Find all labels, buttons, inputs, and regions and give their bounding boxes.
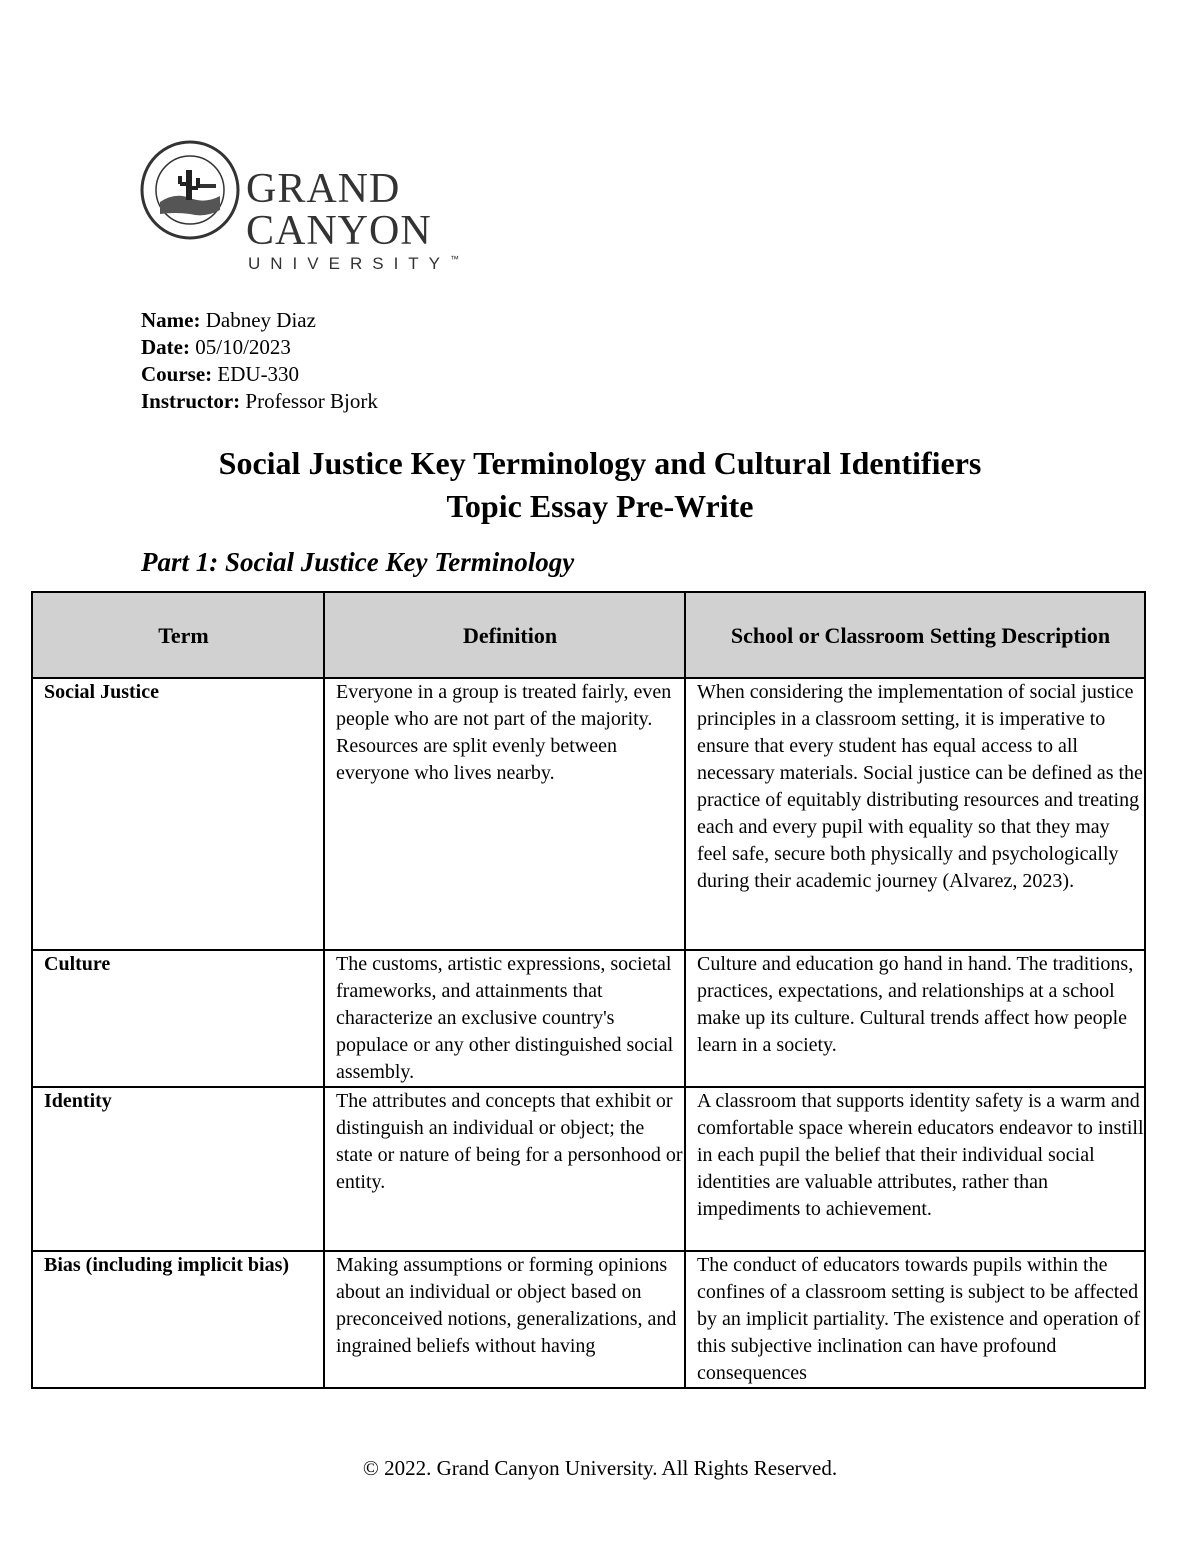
header-term: Term — [32, 592, 324, 678]
date-line — [141, 334, 378, 361]
term-cell: Bias (including implicit bias) — [32, 1251, 324, 1388]
definition-cell: The attributes and concepts that exhibit or distinguish an individual or object; the state or nature of being for a personhood or entity. — [324, 1087, 685, 1251]
description-cell: Culture and education go hand in hand. The traditions, practices, expectations, and relationships at a school make up its culture. Cultural trends affect how people learn in a society. — [685, 950, 1145, 1087]
table-row — [32, 678, 1145, 950]
course-label: Course: — [141, 362, 213, 386]
header-description: School or Classroom Setting Description — [685, 592, 1145, 678]
description-cell: A classroom that supports identity safety is a warm and comfortable space wherein educators endeavor to instill in each pupil the belief that their individual social identities are valuable attributes, rather than impediments to achievement. — [685, 1087, 1145, 1251]
university-seal-icon — [140, 140, 240, 240]
name-value: Dabney Diaz — [205, 308, 316, 332]
university-logo — [140, 140, 580, 273]
header-definition: Definition — [324, 592, 685, 678]
document-title: Social Justice Key Terminology and Cultural Identifiers — [218, 445, 982, 481]
wordmark-line1: GRAND CANYON — [246, 166, 432, 254]
table-row — [32, 1251, 1145, 1388]
terminology-table — [31, 591, 1146, 1389]
name-label: Name: — [141, 308, 201, 332]
date-label: Date: — [141, 335, 190, 359]
definition-cell: Everyone in a group is treated fairly, even people who are not part of the majority. Resources are split evenly between everyone who lives nearby. — [324, 678, 685, 950]
student-info — [141, 307, 378, 415]
wordmark-line2: UNIVERSITY™ — [248, 254, 460, 273]
course-value: EDU-330 — [217, 362, 300, 386]
description-cell: The conduct of educators towards pupils within the confines of a classroom setting is subject to be affected by an implicit partiality. The existence and operation of this subjective inclination can have profound consequences — [685, 1251, 1145, 1388]
date-value: 05/10/2023 — [195, 335, 291, 359]
course-line — [141, 361, 378, 388]
table-row — [32, 950, 1145, 1087]
description-cell: When considering the implementation of social justice principles in a classroom setting, it is imperative to ensure that every student has equal access to all necessary materials. Social justice can be defined as the practice of equitably distributing resources and treating each and every pupil with equality so that they may feel safe, secure both physically and psychologically during their academic journey (Alvarez, 2023). — [685, 678, 1145, 950]
part-heading: Part 1: Social Justice Key Terminology — [141, 547, 575, 577]
instructor-label: Instructor: — [141, 389, 241, 413]
term-cell: Social Justice — [32, 678, 324, 950]
term-cell: Identity — [32, 1087, 324, 1251]
name-line — [141, 307, 378, 334]
term-cell: Culture — [32, 950, 324, 1087]
document-subtitle: Topic Essay Pre-Write — [446, 488, 754, 524]
definition-cell: The customs, artistic expressions, societal frameworks, and attainments that characterize an exclusive country's populace or any other distinguished social assembly. — [324, 950, 685, 1087]
table-header-row — [32, 592, 1145, 678]
definition-cell: Making assumptions or forming opinions about an individual or object based on preconceived notions, generalizations, and ingrained beliefs without having — [324, 1251, 685, 1388]
wordmark — [246, 168, 580, 274]
table-row — [32, 1087, 1145, 1251]
instructor-line — [141, 388, 378, 415]
copyright-footer: © 2022. Grand Canyon University. All Rights Reserved. — [362, 1456, 838, 1480]
instructor-value: Professor Bjork — [245, 389, 378, 413]
